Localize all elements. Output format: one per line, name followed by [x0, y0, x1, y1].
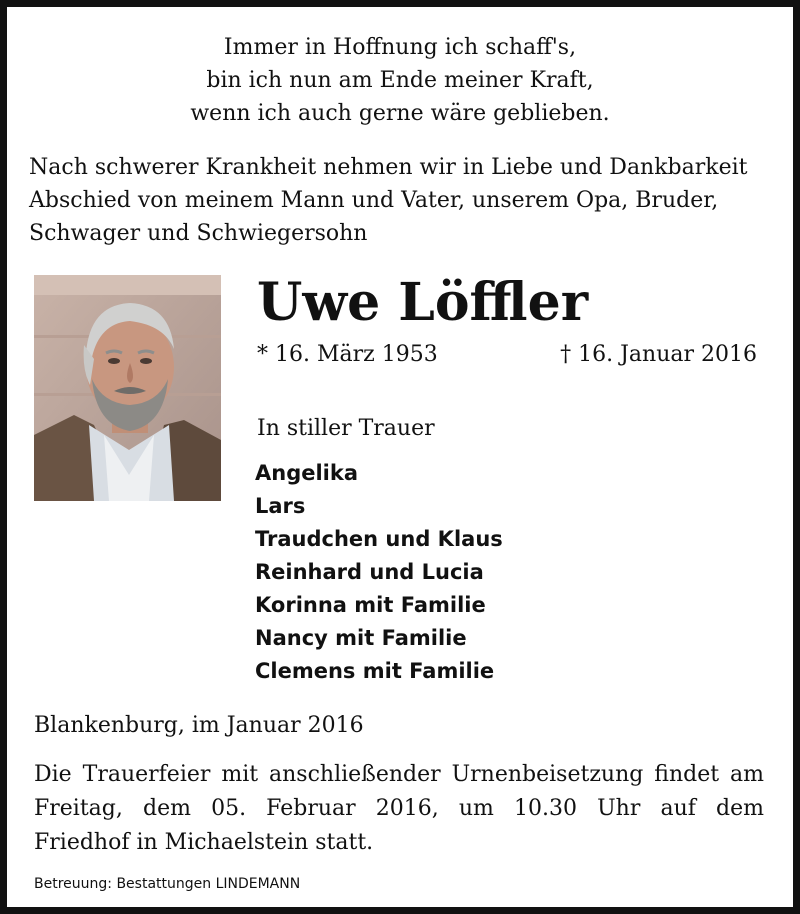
portrait-illustration	[34, 275, 221, 501]
intro-line: Abschied von meinem Mann und Vater, unserem Opa, Bruder,	[29, 188, 719, 213]
deceased-name: Uwe Löffler	[257, 272, 589, 333]
ceremony-line: Die Trauerfeier mit anschließender Urnenbeisetzung findet am	[34, 762, 764, 787]
place-and-date: Blankenburg, im Januar 2016	[34, 713, 364, 738]
mourner: Traudchen und Klaus	[255, 527, 503, 551]
intro-line: Nach schwerer Krankheit nehmen wir in Liebe und Dankbarkeit	[29, 155, 748, 180]
life-dates	[257, 338, 757, 372]
mourner: Reinhard und Lucia	[255, 560, 484, 584]
mourner: Angelika	[255, 461, 359, 485]
funeral-home-credit: Betreuung: Bestattungen LINDEMANN	[34, 876, 301, 892]
intro-line: Schwager und Schwiegersohn	[29, 221, 368, 246]
poem	[7, 31, 793, 130]
mourner: Clemens mit Familie	[255, 659, 495, 683]
poem-line: wenn ich auch gerne wäre geblieben.	[190, 101, 610, 126]
mourner: Lars	[255, 494, 306, 518]
mourner: Korinna mit Familie	[255, 593, 486, 617]
death-date: † 16. Januar 2016	[560, 342, 757, 367]
ceremony-line: Friedhof in Michaelstein statt.	[34, 830, 374, 855]
mourning-heading: In stiller Trauer	[257, 416, 435, 441]
poem-line: bin ich nun am Ende meiner Kraft,	[206, 68, 594, 93]
intro-text	[29, 151, 789, 250]
ceremony-details	[34, 758, 764, 860]
portrait-photo	[34, 275, 221, 501]
mourner: Nancy mit Familie	[255, 626, 467, 650]
mourners-list	[255, 457, 503, 688]
poem-line: Immer in Hoffnung ich schaff's,	[223, 35, 577, 60]
birth-date: * 16. März 1953	[257, 342, 438, 367]
ceremony-line: Freitag, dem 05. Februar 2016, um 10.30 Uhr auf dem	[34, 796, 764, 821]
